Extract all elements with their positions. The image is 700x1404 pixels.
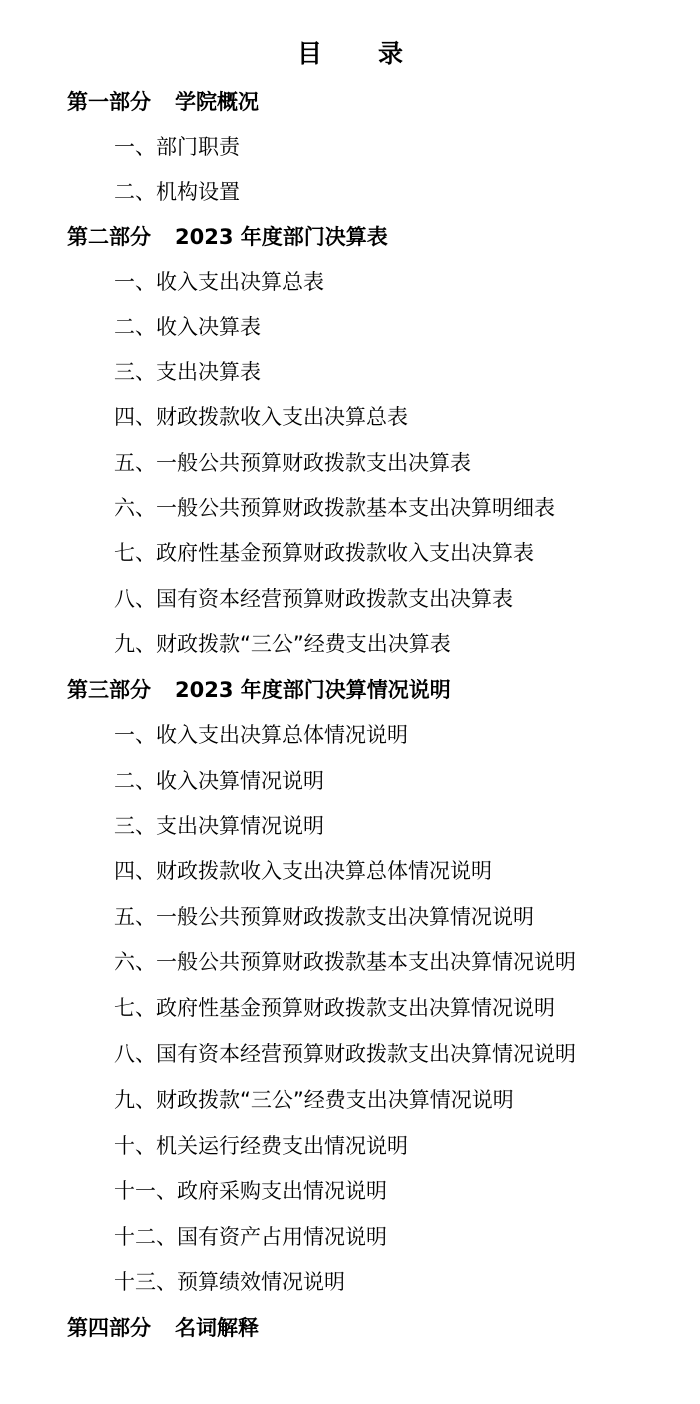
toc-part-4 xyxy=(67,1313,259,1343)
page-title xyxy=(0,34,700,70)
toc-item: 十、机关运行经费支出情况说明 xyxy=(114,1134,408,1158)
toc-item: 十一、政府采购支出情况说明 xyxy=(114,1179,387,1203)
toc-part-2 xyxy=(67,222,388,252)
part-label: 第三部分 xyxy=(67,678,151,702)
toc-item: 一、收入支出决算总体情况说明 xyxy=(114,723,408,747)
toc-item: 九、财政拨款“三公”经费支出决算表 xyxy=(114,632,451,656)
toc-item: 七、政府性基金预算财政拨款收入支出决算表 xyxy=(114,541,534,565)
toc-part-1 xyxy=(67,87,259,117)
title-char-1: 目 xyxy=(296,39,322,68)
toc-item: 八、国有资本经营预算财政拨款支出决算情况说明 xyxy=(114,1042,576,1066)
toc-item: 十三、预算绩效情况说明 xyxy=(114,1270,345,1294)
toc-item: 六、一般公共预算财政拨款基本支出决算明细表 xyxy=(114,496,555,520)
toc-item: 八、国有资本经营预算财政拨款支出决算表 xyxy=(114,587,513,611)
title-char-2: 录 xyxy=(378,39,404,68)
toc-item: 三、支出决算情况说明 xyxy=(114,814,324,838)
toc-item: 三、支出决算表 xyxy=(114,360,261,384)
toc-item: 七、政府性基金预算财政拨款支出决算情况说明 xyxy=(114,996,555,1020)
toc-item: 六、一般公共预算财政拨款基本支出决算情况说明 xyxy=(114,950,576,974)
toc-item: 五、一般公共预算财政拨款支出决算情况说明 xyxy=(114,905,534,929)
toc-item: 一、部门职责 xyxy=(114,135,240,159)
toc-item: 二、机构设置 xyxy=(114,180,240,204)
toc-item: 二、收入决算表 xyxy=(114,315,261,339)
toc-item: 四、财政拨款收入支出决算总表 xyxy=(114,405,408,429)
toc-item: 十二、国有资产占用情况说明 xyxy=(114,1225,387,1249)
part-title: 2023 年度部门决算情况说明 xyxy=(175,678,451,702)
toc-item: 五、一般公共预算财政拨款支出决算表 xyxy=(114,451,471,475)
part-title: 学院概况 xyxy=(175,90,259,114)
toc-part-3 xyxy=(67,675,451,705)
toc-item: 九、财政拨款“三公”经费支出决算情况说明 xyxy=(114,1088,514,1112)
part-label: 第四部分 xyxy=(67,1316,151,1340)
toc-item: 四、财政拨款收入支出决算总体情况说明 xyxy=(114,859,492,883)
part-label: 第二部分 xyxy=(67,225,151,249)
part-title: 2023 年度部门决算表 xyxy=(175,225,388,249)
toc-item: 一、收入支出决算总表 xyxy=(114,270,324,294)
toc-item: 二、收入决算情况说明 xyxy=(114,769,324,793)
part-label: 第一部分 xyxy=(67,90,151,114)
part-title: 名词解释 xyxy=(175,1316,259,1340)
